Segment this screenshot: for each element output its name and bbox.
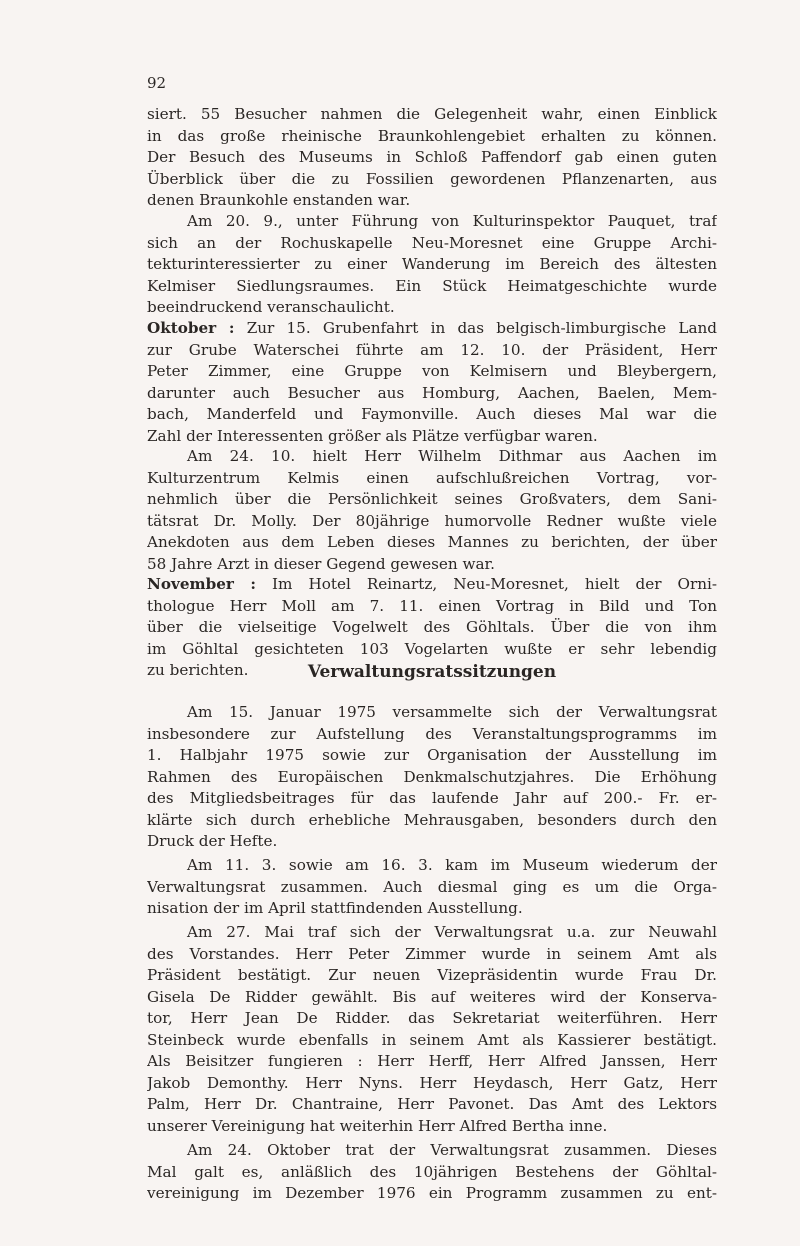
text-line: tätsrat Dr. Molly. Der 80jährige humorvolle Redner wußte viele (147, 511, 717, 530)
text-line: 58 Jahre Arzt in dieser Gegend gewesen war. (147, 554, 495, 573)
text-line: Rahmen des Europäischen Denkmalschutzjahres. Die Erhöhung (147, 767, 717, 786)
text-line: Palm, Herr Dr. Chantraine, Herr Pavonet. Das Amt des Lektors (147, 1095, 717, 1113)
text-line: über die vielseitige Vogelwelt des Göhltals. Über die von ihm (147, 618, 717, 636)
text-line: Am 24. 10. hielt Herr Wilhelm Dithmar aus Aachen im (187, 447, 717, 465)
paragraph-januar (147, 702, 717, 853)
text-line: des Vorstandes. Herr Peter Zimmer wurde in seinem Amt als (147, 944, 717, 963)
text-line: Jakob Demonthy. Herr Nyns. Herr Heydasch, Herr Gatz, Herr (147, 1073, 717, 1092)
paragraph-braunkohle (147, 104, 717, 212)
text-line: insbesondere zur Aufstellung des Veranstaltungsprogramms im (147, 724, 717, 743)
text-line: Gisela De Ridder gewählt. Bis auf weiteres wird der Konserva- (147, 987, 717, 1006)
text-line: beeindruckend veranschaulicht. (147, 298, 395, 316)
text-line: 1. Halbjahr 1975 sowie zur Organisation der Ausstellung im (147, 746, 717, 764)
text-line: Steinbeck wurde ebenfalls in seinem Amt als Kassierer bestätigt. (147, 1030, 717, 1049)
text-line: vereinigung im Dezember 1976 ein Programm zusammen zu ent- (147, 1184, 717, 1202)
text-line: Mal galt es, anläßlich des 10jährigen Bestehens der Göhltal- (147, 1162, 717, 1181)
text-line: Peter Zimmer, eine Gruppe von Kelmisern und Bleybergern, (147, 362, 717, 380)
text-line: Am 20. 9., unter Führung von Kulturinspektor Pauquet, traf (187, 212, 717, 230)
paragraph-rochuskapelle (147, 211, 717, 319)
text-line: nisation der im April stattfindenden Ausstellung. (147, 899, 523, 917)
text-line-content: Im Hotel Reinartz, Neu-Moresnet, hielt der Orni- (272, 575, 717, 593)
text-line: zur Grube Waterschei führte am 12. 10. der Präsident, Herr (147, 340, 717, 359)
paragraph-maerz (147, 855, 717, 920)
text-line: nehmlich über die Persönlichkeit seines Großvaters, dem Sani- (147, 490, 717, 508)
text-line: Der Besuch des Museums in Schloß Paffendorf gab einen guten (147, 148, 717, 166)
text-line: Verwaltungsrat zusammen. Auch diesmal ging es um die Orga- (147, 877, 717, 896)
text-line: in das große rheinische Braunkohlengebiet erhalten zu können. (147, 126, 717, 145)
text-line: tekturinteressierter zu einer Wanderung im Bereich des ältesten (147, 255, 717, 273)
paragraph-mai (147, 922, 717, 1137)
text-line: im Göhltal gesichteten 103 Vogelarten wußte er sehr lebendig (147, 639, 717, 658)
text-line: Anekdoten aus dem Leben dieses Mannes zu berichten, der über (147, 533, 717, 551)
text-line: Am 24. Oktober trat der Verwaltungsrat zusammen. Dieses (187, 1141, 717, 1159)
text-line: thologue Herr Moll am 7. 11. einen Vortrag in Bild und Ton (147, 596, 717, 615)
text-line-content: Zur 15. Grubenfahrt in das belgisch-limburgische Land (246, 319, 717, 337)
text-line: bach, Manderfeld und Faymonville. Auch dieses Mal war die (147, 405, 717, 423)
section-heading: Verwaltungsratssitzungen (307, 662, 557, 682)
text-line: Am 15. Januar 1975 versammelte sich der Verwaltungsrat (187, 703, 717, 721)
text-line: Am 27. Mai traf sich der Verwaltungsrat u.a. zur Neuwahl (187, 923, 717, 941)
text-line: Am 11. 3. sowie am 16. 3. kam im Museum wiederum der (187, 856, 717, 874)
text-line: unserer Vereinigung hat weiterhin Herr Alfred Bertha inne. (147, 1116, 608, 1135)
month-label-november: November : (147, 575, 256, 593)
text-line: tor, Herr Jean De Ridder. das Sekretariat weiterführen. Herr (147, 1009, 717, 1027)
text-line: sich an der Rochuskapelle Neu-Moresnet eine Gruppe Archi- (147, 233, 717, 252)
paragraph-oktober (147, 318, 717, 447)
page-number: 92 (147, 74, 167, 92)
text-line: siert. 55 Besucher nahmen die Gelegenheit wahr, einen Einblick (147, 105, 717, 123)
text-line: Überblick über die zu Fossilien gewordenen Pflanzenarten, aus (147, 169, 717, 188)
text-line (147, 318, 717, 340)
text-line: Präsident bestätigt. Zur neuen Vizepräsidentin wurde Frau Dr. (147, 966, 717, 984)
text-line: Druck der Hefte. (147, 832, 278, 850)
text-line: darunter auch Besucher aus Homburg, Aachen, Baelen, Mem- (147, 383, 717, 402)
text-line: des Mitgliedsbeitrages für das laufende Jahr auf 200.- Fr. er- (147, 789, 717, 807)
text-line: zu berichten. (147, 661, 249, 679)
text-line: klärte sich durch erhebliche Mehrausgaben, besonders durch den (147, 810, 717, 829)
text-line: denen Braunkohle enstanden war. (147, 191, 411, 209)
paragraph-oktober-sitzung (147, 1140, 717, 1205)
text-line: Als Beisitzer fungieren : Herr Herff, Herr Alfred Janssen, Herr (147, 1052, 717, 1070)
paragraph-dithmar (147, 446, 717, 575)
month-label-oktober: Oktober : (147, 319, 235, 337)
text-line: Kulturzentrum Kelmis einen aufschlußreichen Vortrag, vor- (147, 468, 717, 487)
text-line: Kelmiser Siedlungsraumes. Ein Stück Heimatgeschichte wurde (147, 276, 717, 295)
text-line (147, 574, 717, 596)
text-line: Zahl der Interessenten größer als Plätze verfügbar waren. (147, 426, 598, 445)
